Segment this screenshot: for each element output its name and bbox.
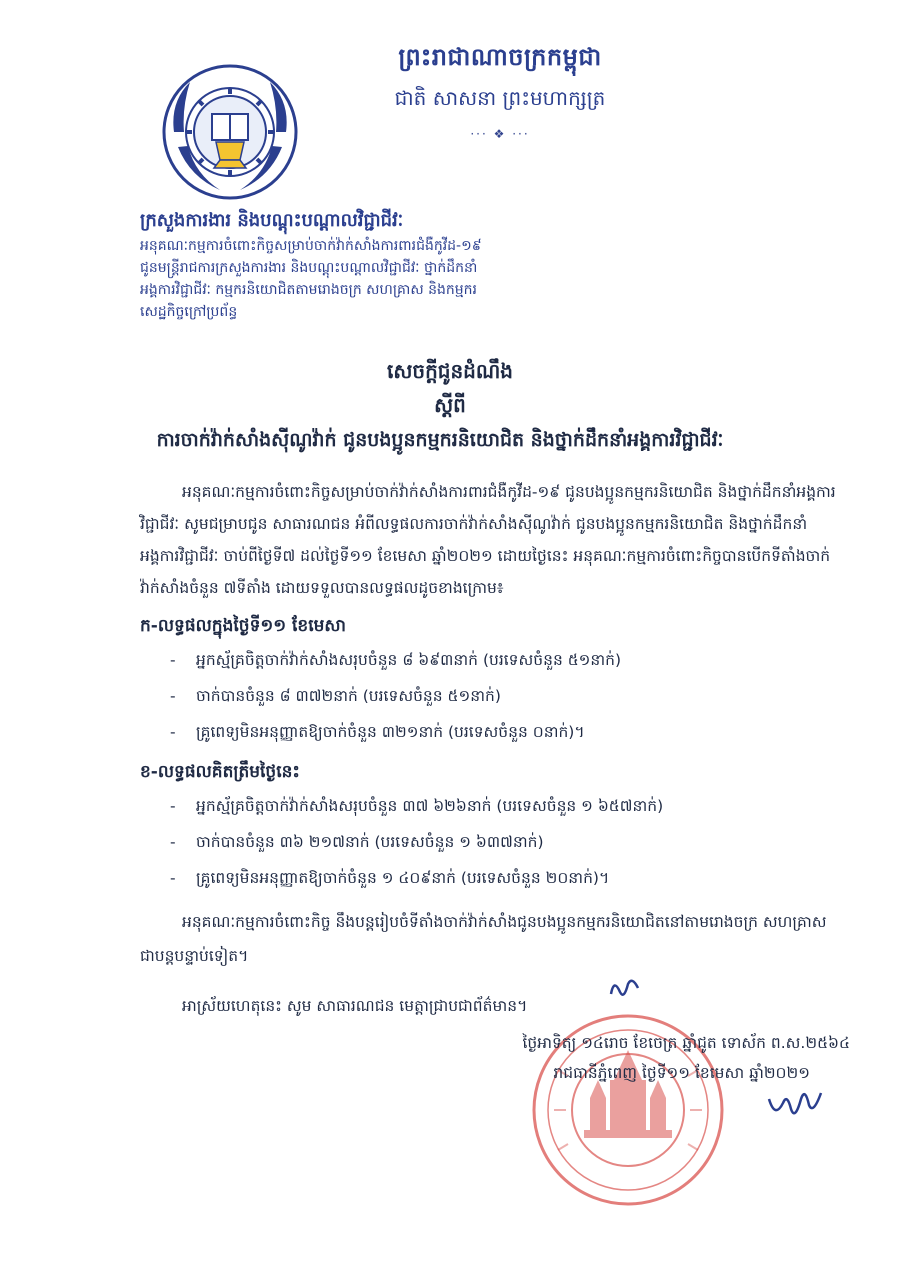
list-item-text: គ្រូពេទ្យមិនអនុញ្ញាតឱ្យចាក់ចំនួន ១ ៤០៩នាក់ (បរទេសចំនួន ២០នាក់)។ [196,869,610,887]
national-motto: ជាតិ សាសនា ព្រះមហាក្សត្រ [394,86,606,110]
place-date: រាជធានីភ្នំពេញ ថ្ងៃទី១១ ខែមេសា ឆ្នាំ២០២១ [553,1064,810,1082]
list-item-text: អ្នកស្ម័គ្រចិត្តចាក់វ៉ាក់សាំងសរុបចំនួន ៣៧ ៦២៦នាក់ (បរទេសចំនួន ១ ៦៥៧នាក់) [196,797,664,815]
notice-title: សេចក្តីជូនដំណឹង [387,359,513,383]
section-heading: ក-លទ្ធផលក្នុងថ្ងៃទី១១ ខែមេសា [140,616,346,636]
header-ornament: ··· ❖ ··· [470,127,530,141]
notice-titles [120,358,780,456]
lunar-date: ថ្ងៃអាទិត្យ ១៤រោច ខែចេត្រ ឆ្នាំជូត ទោស័ក ព.ស.២៥៦៤ [522,1034,850,1052]
ministry-line: ជូនមន្ត្រីរាជការក្រសួងការងារ និងបណ្តុះបណ្តាលវិជ្ជាជីវៈ ថ្នាក់ដឹកនាំ [140,260,478,276]
bullet-dash: - [170,687,176,705]
bullet-dash: - [170,833,176,851]
ministry-line: សេដ្ឋកិច្ចក្រៅប្រព័ន្ធ [140,304,238,320]
closing-block [140,905,840,1023]
continue-paragraph: អនុគណៈកម្មការចំពោះកិច្ច នឹងបន្តរៀបចំទីតាំងចាក់វ៉ាក់សាំងជូនបងប្អូនកម្មករនិយោជិតនៅតាមរោងចក្រ សហគ្រាស ជាបន្តបន្ទាប់ទៀត។ [140,913,827,965]
list-item-text: គ្រូពេទ្យមិនអនុញ្ញាតឱ្យចាក់ចំនួន ៣២១នាក់ (បរទេសចំនួន ០នាក់)។ [196,723,585,741]
ministry-line: អង្គការវិជ្ជាជីវៈ កម្មករនិយោជិតតាមរោងចក្រ សហគ្រាស និងកម្មករ [140,282,477,298]
list-item [170,678,840,714]
ministry-logo [160,62,300,202]
notice-body [140,476,840,900]
list-item-text: ចាក់បានចំនួន ៨ ៣៧២នាក់ (បរទេសចំនួន ៥១នាក់) [196,687,501,705]
bullet-dash: - [170,723,176,741]
list-item-text: ចាក់បានចំនួន ៣៦ ២១៧នាក់ (បរទេសចំនួន ១ ៦៣៧នាក់) [196,833,544,851]
ministry-name: ក្រសួងការងារ និងបណ្តុះបណ្តាលវិជ្ជាជីវៈ [140,210,404,231]
bullet-dash: - [170,651,176,669]
kingdom-header [370,42,630,141]
intro-paragraph: អនុគណៈកម្មការចំពោះកិច្ចសម្រាប់ចាក់វ៉ាក់សាំងការពារជំងឺកូវីដ-១៩ ជូនបងប្អូនកម្មករនិយោជិត និងថ្នាក់ដឹកនាំអង្គការវិជ្ជាជីវៈ សូមជម្រាបជូន សាធារណជន អំពីលទ្ធផលការចាក់វ៉ាក់សាំងស៊ីណូវ៉ាក់ ជូនបងប្អូនកម្មករនិយោជិត និងថ្នាក់ដឹកនាំអង្គការវិជ្ជាជីវៈ ចាប់ពីថ្ងៃទី៧ ដល់ថ្ងៃទី១១ ខែមេសា ឆ្នាំ២០២១ ដោយថ្ងៃនេះ អនុគណៈកម្មការចំពោះកិច្ចបានបើកទីតាំងចាក់វ៉ាក់សាំងចំនួន ៧ទីតាំង ដោយទទួលបានលទ្ធផលដូចខាងក្រោម៖ [140,483,836,597]
list-item [170,788,840,824]
ministry-block [140,208,560,323]
list-item [170,714,840,750]
section-heading: ខ-លទ្ធផលគិតត្រឹមថ្ងៃនេះ [140,762,300,782]
result-list [170,642,840,750]
date-block [420,1028,850,1088]
kingdom-name: ព្រះរាជាណាចក្រកម្ពុជា [398,43,602,71]
list-item [170,860,840,896]
initials-mark [608,974,642,1004]
inform-paragraph: អាស្រ័យហេតុនេះ សូម សាធារណជន មេត្តាជ្រាបជាព័ត៌មាន។ [182,997,528,1015]
list-item [170,824,840,860]
result-list [170,788,840,896]
bullet-dash: - [170,869,176,887]
list-item-text: អ្នកស្ម័គ្រចិត្តចាក់វ៉ាក់សាំងសរុបចំនួន ៨ ៦៩៣នាក់ (បរទេសចំនួន ៥១នាក់) [196,651,622,669]
notice-subject: ការចាក់វ៉ាក់សាំងស៊ីណូវ៉ាក់ ជូនបងប្អូនកម្មករនិយោជិត និងថ្នាក់ដឹកនាំអង្គការវិជ្ជាជីវៈ [156,429,724,451]
list-item [170,642,840,678]
notice-about: ស្តីពី [434,393,466,417]
ministry-line: អនុគណៈកម្មការចំពោះកិច្ចសម្រាប់ចាក់វ៉ាក់សាំងការពារជំងឺកូវីដ-១៩ [140,238,482,254]
bullet-dash: - [170,797,176,815]
signature [765,1085,825,1125]
